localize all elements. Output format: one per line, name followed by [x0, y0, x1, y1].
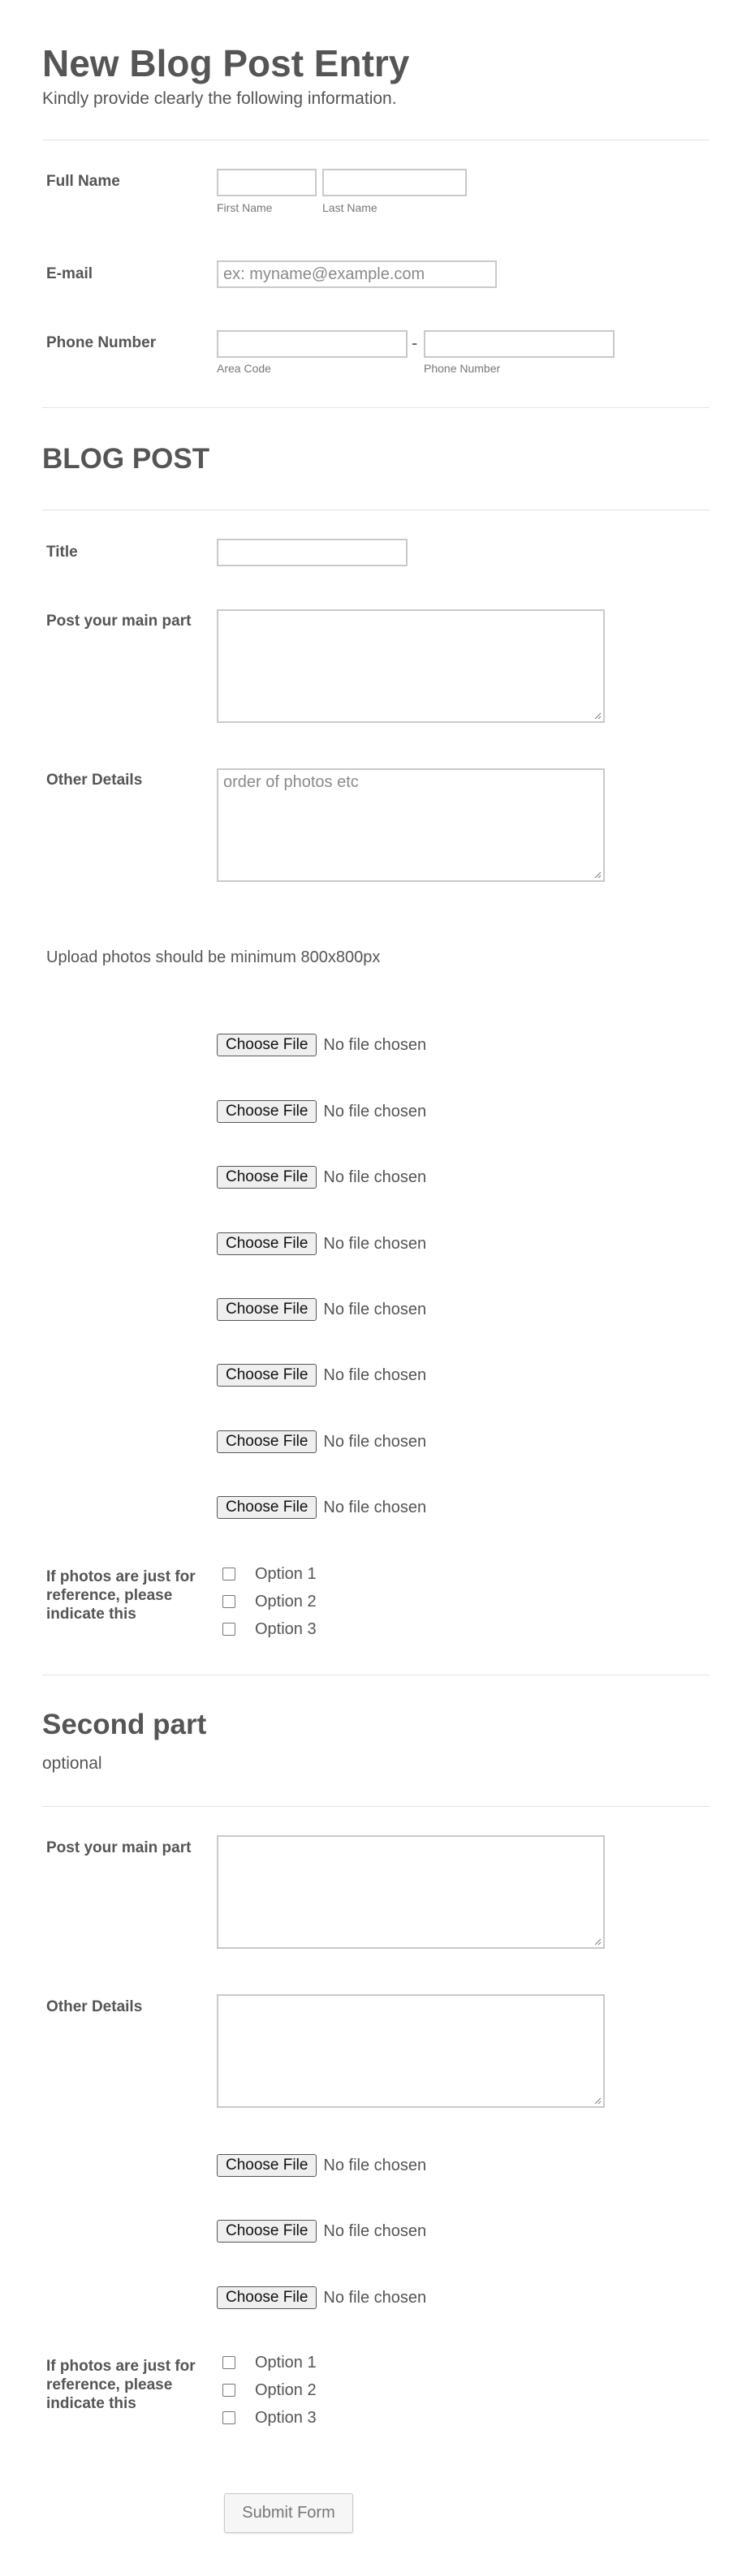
checkbox[interactable]	[222, 1595, 235, 1608]
reference-label: If photos are just for reference, please indicate this	[46, 1568, 196, 1623]
file-upload-2[interactable]	[217, 1100, 426, 1123]
submit-button[interactable]: Submit Form	[224, 2493, 353, 2533]
choose-file-button[interactable]: Choose File	[217, 1034, 317, 1056]
form-title: New Blog Post Entry	[42, 42, 410, 84]
resize-grip-icon[interactable]	[593, 1937, 602, 1946]
file-status: No file chosen	[323, 1168, 427, 1186]
choose-file-button[interactable]: Choose File	[217, 2154, 317, 2177]
file-status: No file chosen	[323, 1234, 427, 1253]
second-main-part-label: Post your main part	[46, 1839, 192, 1856]
file-upload-8[interactable]	[217, 1496, 426, 1519]
option-label: Option 3	[255, 1619, 317, 1638]
file-status: No file chosen	[323, 1498, 427, 1516]
file-status: No file chosen	[323, 1432, 427, 1451]
email-label: E-mail	[46, 265, 93, 282]
second-part-heading: Second part	[42, 1709, 207, 1740]
divider	[42, 407, 710, 408]
file-status: No file chosen	[323, 1365, 427, 1384]
second-file-upload-3[interactable]	[217, 2286, 426, 2309]
option-label: Option 2	[255, 1592, 317, 1611]
reference-option-3[interactable]	[222, 1619, 317, 1639]
file-upload-7[interactable]	[217, 1430, 426, 1453]
file-upload-4[interactable]	[217, 1232, 426, 1255]
choose-file-button[interactable]: Choose File	[217, 1496, 317, 1519]
first-name-input[interactable]	[217, 169, 317, 196]
option-label: Option 2	[255, 2380, 317, 2399]
second-main-part-textarea[interactable]	[217, 1835, 605, 1949]
phone-separator: -	[412, 333, 418, 353]
checkbox[interactable]	[222, 2411, 235, 2424]
phone-number-input[interactable]	[424, 330, 615, 358]
main-part-label: Post your main part	[46, 613, 192, 630]
choose-file-button[interactable]: Choose File	[217, 1166, 317, 1189]
file-status: No file chosen	[323, 1102, 427, 1120]
reference-option-2[interactable]	[222, 1592, 317, 1611]
last-name-sublabel: Last Name	[322, 201, 378, 214]
second-other-details-textarea[interactable]	[217, 1994, 605, 2108]
phone-number-sublabel: Phone Number	[424, 362, 501, 375]
other-details-textarea[interactable]	[217, 768, 605, 882]
reference-option-1[interactable]	[222, 1564, 317, 1584]
choose-file-button[interactable]: Choose File	[217, 1298, 317, 1321]
first-name-sublabel: First Name	[217, 201, 273, 214]
email-field[interactable]	[217, 260, 497, 288]
file-upload-5[interactable]	[217, 1298, 426, 1321]
option-label: Option 3	[255, 2408, 317, 2427]
checkbox[interactable]	[222, 1623, 235, 1636]
phone-label: Phone Number	[46, 334, 157, 351]
divider	[42, 1806, 710, 1807]
file-upload-6[interactable]	[217, 1364, 426, 1387]
file-upload-3[interactable]	[217, 1166, 426, 1189]
second-other-details-label: Other Details	[46, 1998, 143, 2015]
option-label: Option 1	[255, 2353, 317, 2372]
last-name-input[interactable]	[322, 169, 467, 196]
blog-post-heading: BLOG POST	[42, 443, 210, 475]
checkbox[interactable]	[222, 2356, 235, 2369]
other-details-label: Other Details	[46, 772, 143, 789]
checkbox[interactable]	[222, 1568, 235, 1580]
file-status: No file chosen	[323, 2221, 427, 2240]
file-status: No file chosen	[323, 1300, 427, 1318]
resize-grip-icon[interactable]	[593, 712, 602, 720]
full-name-label: Full Name	[46, 173, 120, 190]
file-upload-1[interactable]	[217, 1034, 426, 1056]
second-file-upload-1[interactable]	[217, 2154, 426, 2177]
resize-grip-icon[interactable]	[593, 871, 602, 879]
choose-file-button[interactable]: Choose File	[217, 1100, 317, 1123]
checkbox[interactable]	[222, 2384, 235, 2397]
second-reference-option-2[interactable]	[222, 2380, 317, 2400]
option-label: Option 1	[255, 1564, 317, 1583]
second-part-subheading: optional	[42, 1754, 102, 1773]
choose-file-button[interactable]: Choose File	[217, 1430, 317, 1453]
file-status: No file chosen	[323, 2288, 427, 2307]
choose-file-button[interactable]: Choose File	[217, 1364, 317, 1387]
choose-file-button[interactable]: Choose File	[217, 2220, 317, 2243]
area-code-input[interactable]	[217, 330, 408, 358]
resize-grip-icon[interactable]	[593, 2096, 602, 2105]
form-subtitle: Kindly provide clearly the following information.	[42, 89, 397, 108]
choose-file-button[interactable]: Choose File	[217, 1232, 317, 1255]
title-label: Title	[46, 544, 78, 561]
file-status: No file chosen	[323, 2156, 427, 2174]
second-reference-option-1[interactable]	[222, 2353, 317, 2372]
title-input[interactable]	[217, 539, 408, 566]
second-reference-label: If photos are just for reference, please indicate this	[46, 2358, 196, 2412]
upload-note: Upload photos should be minimum 800x800px	[46, 948, 381, 966]
second-reference-option-3[interactable]	[222, 2408, 317, 2428]
second-file-upload-2[interactable]	[217, 2220, 426, 2243]
area-code-sublabel: Area Code	[217, 362, 271, 375]
choose-file-button[interactable]: Choose File	[217, 2286, 317, 2309]
main-part-textarea[interactable]	[217, 609, 605, 723]
file-status: No file chosen	[323, 1035, 427, 1054]
